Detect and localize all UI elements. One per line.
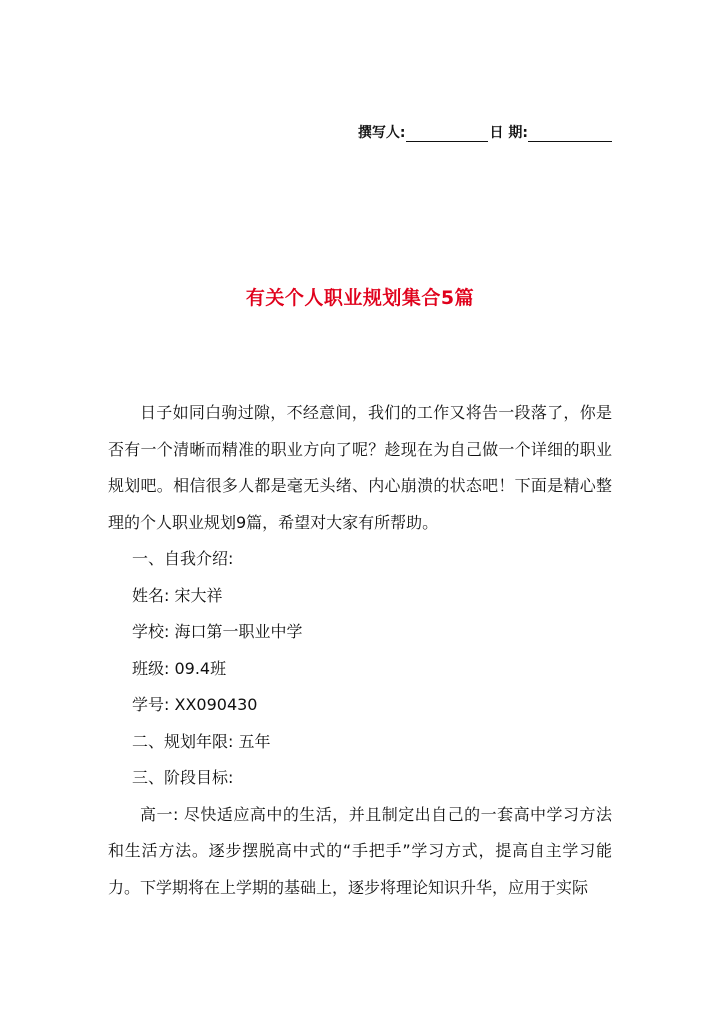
section-heading-goals: 三、阶段目标:: [132, 768, 234, 787]
date-label: 日 期:: [489, 125, 528, 141]
class-line: 班级: 09.4班: [132, 658, 227, 678]
author-date-header: [358, 122, 612, 142]
date-blank: [528, 127, 612, 142]
document-title: 有关个人职业规划集合5篇: [245, 287, 475, 309]
document-body: [108, 395, 612, 906]
name-line: 姓名: 宋大祥: [132, 585, 223, 605]
intro-paragraph: 日子如同白驹过隙，不经意间，我们的工作又将告一段落了，你是否有一个清晰而精准的职业方向了呢？趁现在为自己做一个详细的职业规划吧。相信很多人都是毫无头绪、内心崩溃的状态吧！下面是精心整理的个人职业规划9篇，希望对大家有所帮助。: [108, 403, 612, 532]
section-heading-intro: 一、自我介绍:: [132, 549, 234, 568]
student-id-line: 学号: XX090430: [132, 695, 258, 714]
author-blank: [406, 127, 488, 142]
school-line: 学校: 海口第一职业中学: [132, 622, 303, 641]
stage-paragraph: 高一: 尽快适应高中的生活，并且制定出自己的一套高中学习方法和生活方法。逐步摆脱高中式的“手把手”学习方式，提高自主学习能力。下学期将在上学期的基础上，逐步将理论知识升华，应用于实际: [108, 804, 612, 897]
section-heading-years: 二、规划年限: 五年: [132, 731, 271, 751]
author-label: 撰写人:: [357, 125, 406, 141]
